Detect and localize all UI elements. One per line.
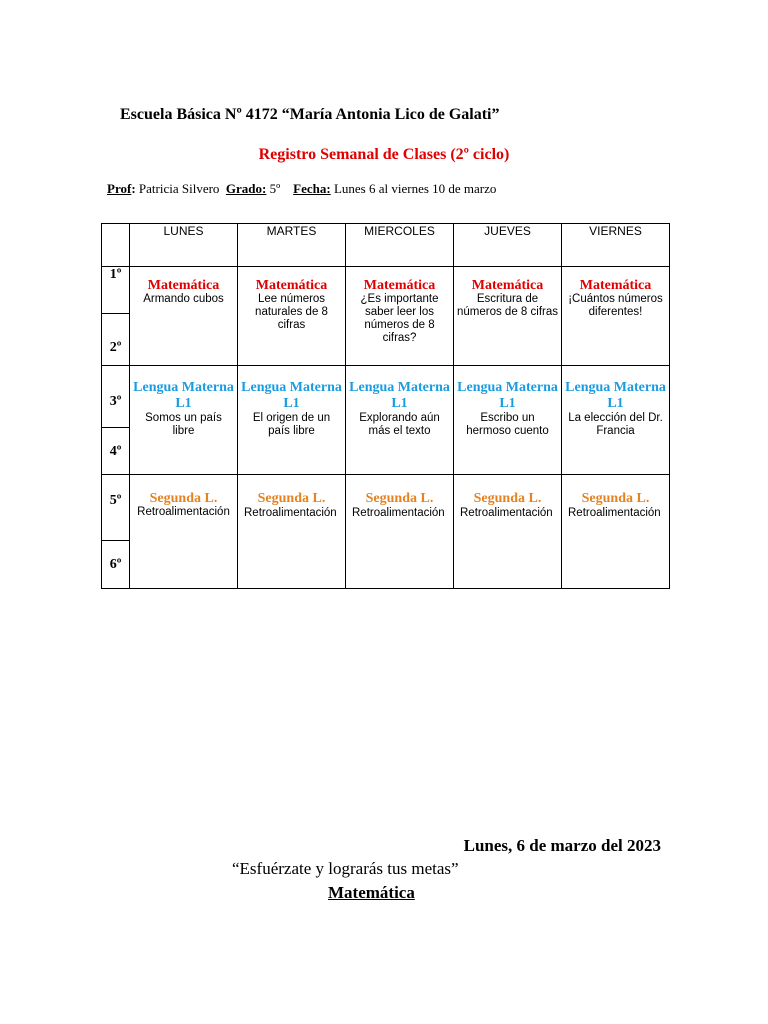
day-header-miercoles: MIERCOLES	[346, 224, 454, 267]
document-title: Registro Semanal de Clases (2º ciclo)	[258, 146, 510, 163]
class-cell	[562, 267, 670, 366]
subject-label: Lengua Materna L1	[457, 380, 558, 411]
grado-label: Grado:	[225, 181, 267, 196]
day-header-martes: MARTES	[238, 224, 346, 267]
topic-label: Retroalimentación	[244, 507, 337, 519]
class-cell	[562, 475, 670, 589]
prof-label: Prof	[107, 181, 132, 196]
class-cell	[346, 267, 454, 366]
class-cell	[130, 366, 238, 475]
hour-label: 5º	[102, 475, 130, 541]
topic-label: ¿Es importante saber leer los números de 8 cifras?	[360, 293, 439, 344]
meta-line: Prof: Patricia Silvero Grado: 5º Fecha: Lunes 6 al viernes 10 de marzo	[107, 181, 497, 196]
topic-label: Escritura de números de 8 cifras	[457, 293, 558, 318]
subject-label: Segunda L.	[149, 491, 218, 506]
class-cell	[238, 267, 346, 366]
class-cell	[562, 366, 670, 475]
topic-label: Armando cubos	[143, 293, 224, 305]
hour-label: 6º	[102, 541, 130, 589]
class-cell	[346, 366, 454, 475]
subject-label: Matemática	[471, 278, 544, 293]
day-header-jueves: JUEVES	[454, 224, 562, 267]
subject-label: Matemática	[363, 278, 436, 293]
subject-label: Lengua Materna L1	[241, 380, 342, 411]
subject-label: Segunda L.	[581, 491, 650, 506]
subject-label: Segunda L.	[473, 491, 542, 506]
footer-date: Lunes, 6 de marzo del 2023	[463, 836, 661, 855]
fecha-label: Fecha:	[293, 181, 331, 196]
subject-label: Lengua Materna L1	[133, 380, 234, 411]
class-cell	[454, 366, 562, 475]
hour-label: 2º	[102, 314, 130, 366]
day-header-lunes: LUNES	[130, 224, 238, 267]
class-cell	[130, 475, 238, 589]
subject-label: Matemática	[147, 278, 220, 293]
prof-value: Patricia Silvero	[138, 181, 220, 196]
topic-label: Somos un país libre	[145, 412, 222, 437]
hour-row	[102, 267, 670, 314]
hour-label: 3º	[102, 366, 130, 428]
fecha-value: Lunes 6 al viernes 10 de marzo	[333, 181, 497, 196]
topic-label: Retroalimentación	[137, 506, 230, 518]
topic-label: Explorando aún más el texto	[359, 412, 440, 437]
topic-label: Retroalimentación	[352, 507, 445, 519]
class-cell	[454, 475, 562, 589]
hour-row	[102, 475, 670, 541]
footer-subject: Matemática	[328, 883, 415, 902]
grado-value: 5º	[269, 181, 281, 196]
topic-label: ¡Cuántos números diferentes!	[568, 293, 663, 318]
schedule-table	[101, 223, 670, 589]
subject-label: Segunda L.	[257, 491, 326, 506]
topic-label: Escribo un hermoso cuento	[466, 412, 549, 437]
class-cell	[454, 267, 562, 366]
subject-label: Lengua Materna L1	[349, 380, 450, 411]
footer-motto: “Esfuérzate y lograrás tus metas”	[232, 859, 459, 878]
subject-label: Lengua Materna L1	[565, 380, 666, 411]
school-name: Escuela Básica Nº 4172 “María Antonia Lico de Galati”	[120, 106, 500, 123]
topic-label: Retroalimentación	[460, 507, 553, 519]
class-cell	[238, 475, 346, 589]
day-header-viernes: VIERNES	[562, 224, 670, 267]
topic-label: Lee números naturales de 8 cifras	[255, 293, 328, 331]
header-row	[102, 224, 670, 267]
hour-label: 4º	[102, 428, 130, 475]
topic-label: Retroalimentación	[568, 507, 661, 519]
corner-cell	[102, 224, 130, 267]
subject-label: Matemática	[255, 278, 328, 293]
topic-label: El origen de un país libre	[252, 412, 331, 437]
class-cell	[238, 366, 346, 475]
hour-row	[102, 366, 670, 428]
class-cell	[346, 475, 454, 589]
class-cell	[130, 267, 238, 366]
subject-label: Segunda L.	[365, 491, 434, 506]
hour-label: 1º	[102, 267, 130, 314]
topic-label: La elección del Dr. Francia	[568, 412, 663, 437]
subject-label: Matemática	[579, 278, 652, 293]
